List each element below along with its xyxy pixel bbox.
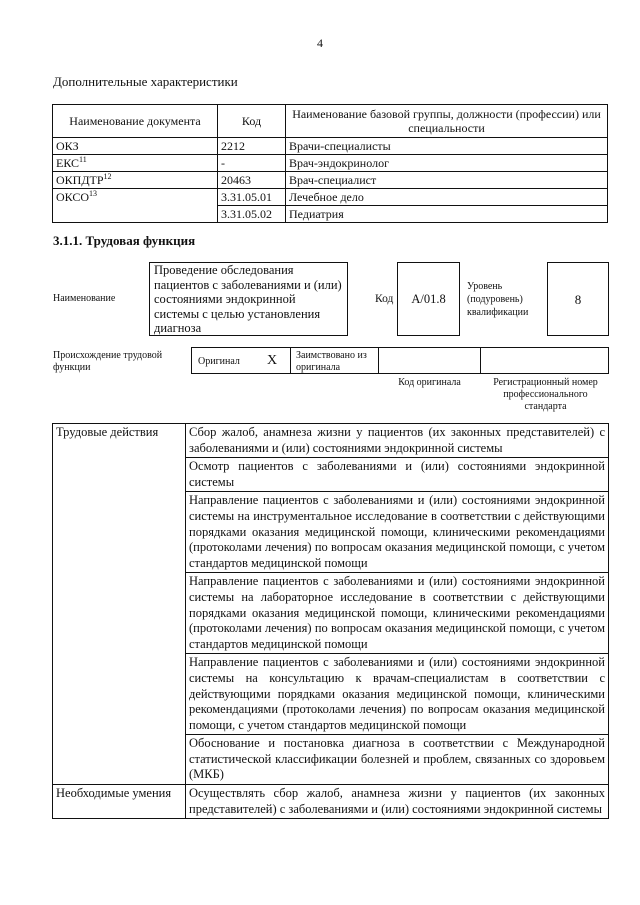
labor-action-cell: Направление пациентов с заболеваниями и (или) состояниями эндокринной системы на лабораторное исследование в соответствии с действующими порядками оказания медицинской помощи, клиническими рекомендациями (протоколами лечения) по вопросам оказания медицинской помощи, с учетом стандартов медицинской помощи — [186, 573, 609, 654]
code-cell: 3.31.05.01 — [218, 189, 286, 206]
labor-action-cell: Направление пациентов с заболеваниями и (или) состояниями эндокринной системы на инструментальное исследование в соответствии с действующими порядками оказания медицинской помощи, клиническими рекомендациями (протоколами лечения) по вопросам оказания медицинской помощи, с учетом стандартов медицинской помощи — [186, 492, 609, 573]
table-row — [53, 785, 609, 819]
column-header: Наименование базовой группы, должности (профессии) или специальности — [286, 105, 608, 138]
name-label: Наименование — [53, 293, 116, 304]
page-number: 4 — [317, 36, 323, 50]
document-name-cell: ОКЗ — [53, 138, 218, 155]
additional-characteristics-table — [52, 104, 608, 223]
qualification-level-box: 8 — [547, 262, 609, 336]
group-name-cell: Врачи-специалисты — [286, 138, 608, 155]
original-mark: X — [267, 353, 278, 368]
column-header: Код — [218, 105, 286, 138]
registration-number-label: Регистрационный номер профессионального стандарта — [493, 377, 598, 412]
origin-label: Происхождение трудовой функции — [53, 350, 163, 373]
registration-number-cell — [480, 347, 609, 374]
function-code-box: A/01.8 — [397, 262, 460, 336]
labor-actions-table — [52, 423, 609, 819]
additional-characteristics-heading: Дополнительные характеристики — [53, 74, 238, 89]
code-cell: 2212 — [218, 138, 286, 155]
qualification-level-label: Уровень (подуровень) квалификации — [467, 281, 529, 318]
original-code-label: Код оригинала — [398, 377, 461, 388]
required-skill-cell: Осуществлять сбор жалоб, анамнеза жизни у пациентов (их законных представителей) с заболеваниями и (или) состояниями эндокринной системы — [186, 785, 609, 819]
document-name-cell: ОКСО$^{13}$ — [53, 189, 218, 223]
table-row — [53, 172, 608, 189]
code-cell: 3.31.05.02 — [218, 206, 286, 223]
original-code-cell — [378, 347, 481, 374]
required-skills-label: Необходимые умения — [53, 785, 186, 819]
table-header-row — [53, 105, 608, 138]
table-row — [53, 424, 609, 458]
group-name-cell: Лечебное дело — [286, 189, 608, 206]
borrowed-label: Заимствовано из оригинала — [296, 350, 367, 373]
labor-actions-label: Трудовые действия — [53, 424, 186, 785]
code-label: Код — [375, 293, 394, 305]
code-cell: - — [218, 155, 286, 172]
group-name-cell: Врач-эндокринолог — [286, 155, 608, 172]
document-name-cell: ЕКС$^{11}$ — [53, 155, 218, 172]
labor-action-cell: Обоснование и постановка диагноза в соответствии с Международной статистической классификации болезней и проблем, связанных со здоровьем (МКБ) — [186, 735, 609, 785]
table-row — [53, 138, 608, 155]
table-row — [53, 155, 608, 172]
labor-action-cell: Сбор жалоб, анамнеза жизни у пациентов (их законных представителей) с заболеваниями и (или) состояниями эндокринной системы — [186, 424, 609, 458]
labor-action-cell: Осмотр пациентов с заболеваниями и (или) состояниями эндокринной системы — [186, 458, 609, 492]
original-label: Оригинал — [198, 356, 240, 367]
group-name-cell: Педиатрия — [286, 206, 608, 223]
original-cell — [191, 347, 291, 374]
document-name-cell: ОКПДТР$^{12}$ — [53, 172, 218, 189]
group-name-cell: Врач-специалист — [286, 172, 608, 189]
labor-action-cell: Направление пациентов с заболеваниями и (или) состояниями эндокринной системы на консультацию к врачам-специалистам в соответствии с действующими порядками оказания медицинской помощи, клиническими рекомендациями (протоколами лечения) по вопросам оказания медицинской помощи, с учетом стандартов медицинской помощи — [186, 654, 609, 735]
code-cell: 20463 — [218, 172, 286, 189]
table-row — [53, 189, 608, 206]
labor-function-heading: 3.1.1. Трудовая функция — [53, 233, 196, 248]
function-name-box: Проведение обследования пациентов с заболеваниями и (или) состояниями эндокринной системы с целью установления диагноза — [149, 262, 348, 336]
borrowed-cell — [290, 347, 379, 374]
column-header: Наименование документа — [53, 105, 218, 138]
